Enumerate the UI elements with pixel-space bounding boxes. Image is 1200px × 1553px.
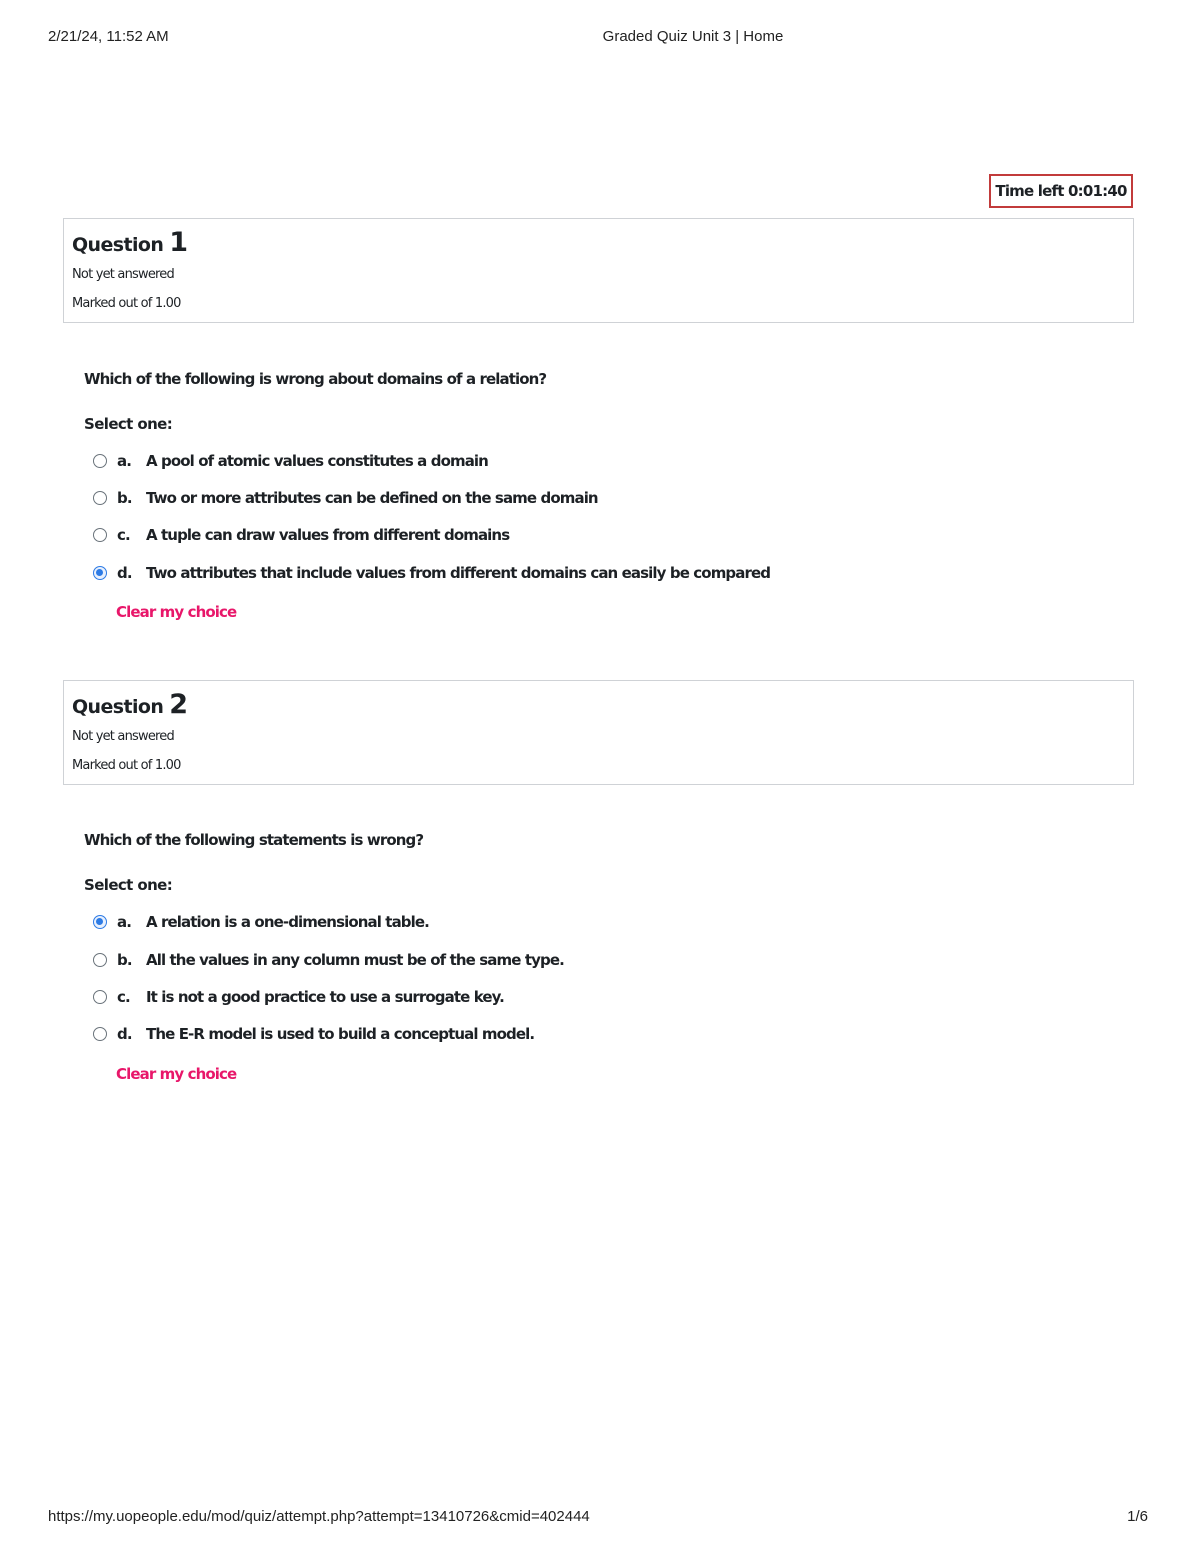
print-url: https://my.uopeople.edu/mod/quiz/attempt.php?attempt=13410726&cmid=402444: [48, 1508, 590, 1525]
answer-option-a[interactable]: [93, 910, 429, 934]
question-state: Not yet answered: [72, 729, 174, 744]
question-number: 2: [169, 689, 188, 720]
question-number: 1: [169, 227, 188, 258]
option-text: It is not a good practice to use a surrogate key.: [146, 988, 504, 1006]
question-label: Question: [72, 696, 164, 718]
option-letter: c.: [117, 988, 130, 1006]
option-text: A tuple can draw values from different domains: [146, 526, 510, 544]
radio-button[interactable]: [93, 1027, 107, 1041]
option-text: A relation is a one-dimensional table.: [146, 913, 429, 931]
option-letter: b.: [117, 951, 132, 969]
quiz-timer: Time left 0:01:40: [989, 174, 1133, 208]
question-text: Which of the following statements is wrong?: [84, 831, 424, 849]
radio-button-checked[interactable]: [93, 915, 107, 929]
print-page-number: 1/6: [1127, 1508, 1148, 1525]
clear-choice-link[interactable]: Clear my choice: [116, 603, 237, 621]
option-text: The E-R model is used to build a conceptual model.: [146, 1025, 535, 1043]
answer-option-b[interactable]: [93, 486, 598, 510]
answer-option-a[interactable]: [93, 449, 488, 473]
radio-button[interactable]: [93, 990, 107, 1004]
radio-button[interactable]: [93, 953, 107, 967]
option-text: A pool of atomic values constitutes a domain: [146, 452, 488, 470]
question-state: Not yet answered: [72, 267, 174, 282]
print-datetime: 2/21/24, 11:52 AM: [48, 28, 169, 45]
radio-button[interactable]: [93, 528, 107, 542]
option-letter: d.: [117, 1025, 132, 1043]
answer-option-b[interactable]: [93, 948, 564, 972]
print-page-title: Graded Quiz Unit 3 | Home: [602, 28, 784, 45]
answer-option-d[interactable]: [93, 1022, 534, 1046]
select-prompt: Select one:: [84, 415, 173, 433]
answer-option-c[interactable]: [93, 523, 509, 547]
answer-option-c[interactable]: [93, 985, 504, 1009]
print-header: [0, 28, 1200, 48]
question-title: [72, 689, 187, 720]
radio-button[interactable]: [93, 454, 107, 468]
question-text: Which of the following is wrong about domains of a relation?: [84, 370, 547, 388]
print-footer: [0, 1508, 1200, 1528]
option-letter: d.: [117, 564, 132, 582]
option-text: Two attributes that include values from different domains can easily be compared: [146, 564, 771, 582]
question-title: [72, 227, 187, 258]
option-letter: c.: [117, 526, 130, 544]
question-grade: Marked out of 1.00: [72, 758, 181, 773]
question-info-2: [63, 680, 1134, 785]
option-letter: a.: [117, 913, 132, 931]
radio-button[interactable]: [93, 491, 107, 505]
option-text: All the values in any column must be of the same type.: [146, 951, 564, 969]
question-label: Question: [72, 234, 164, 256]
question-info-1: [63, 218, 1134, 323]
clear-choice-link[interactable]: Clear my choice: [116, 1065, 237, 1083]
question-grade: Marked out of 1.00: [72, 296, 181, 311]
option-letter: a.: [117, 452, 132, 470]
option-letter: b.: [117, 489, 132, 507]
answer-option-d[interactable]: [93, 561, 770, 585]
option-text: Two or more attributes can be defined on the same domain: [146, 489, 598, 507]
select-prompt: Select one:: [84, 876, 173, 894]
radio-button-checked[interactable]: [93, 566, 107, 580]
